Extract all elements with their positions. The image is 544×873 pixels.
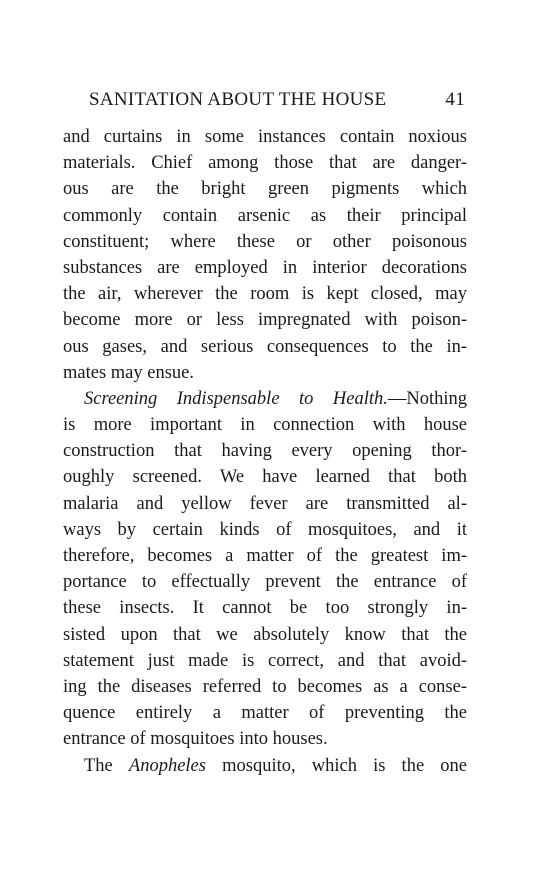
line-text: —Nothing xyxy=(387,388,467,409)
body-text xyxy=(63,124,467,779)
text-line xyxy=(63,150,467,176)
line-text: ous are the bright green pigments which xyxy=(63,179,467,200)
running-head-title: SANITATION ABOUT THE HOUSE xyxy=(89,89,387,110)
text-line xyxy=(63,543,467,569)
text-line xyxy=(63,517,467,543)
text-line xyxy=(63,648,467,674)
line-text: portance to effectually prevent the entrance of xyxy=(63,572,467,593)
line-text: the air, wherever the room is kept closed, may xyxy=(63,284,467,305)
text-line xyxy=(63,595,467,621)
running-head xyxy=(89,89,465,113)
text-line xyxy=(63,176,467,202)
line-text: statement just made is correct, and that avoid- xyxy=(63,650,467,671)
line-text: malaria and yellow fever are transmitted al- xyxy=(63,493,467,514)
text-line xyxy=(63,753,467,779)
text-line xyxy=(63,464,467,490)
text-line xyxy=(63,491,467,517)
text-line xyxy=(63,281,467,307)
page-number: 41 xyxy=(445,89,465,110)
text-line xyxy=(63,674,467,700)
text-line xyxy=(63,124,467,150)
line-text: commonly contain arsenic as their principal xyxy=(63,205,467,226)
text-line xyxy=(63,622,467,648)
line-text: constituent; where these or other poisonous xyxy=(63,231,467,252)
line-text: construction that having every opening thor- xyxy=(63,441,467,462)
line-text: therefore, becomes a matter of the greatest im- xyxy=(63,546,467,566)
text-line xyxy=(63,700,467,726)
text-line xyxy=(63,229,467,255)
line-text: and curtains in some instances contain noxious xyxy=(63,127,467,147)
text-line xyxy=(63,438,467,464)
line-text: these insects. It cannot be too strongly in- xyxy=(63,598,467,619)
text-line xyxy=(63,360,467,386)
line-text: substances are employed in interior decorations xyxy=(63,257,467,278)
text-line xyxy=(63,412,467,438)
section-heading-line xyxy=(63,386,467,412)
line-text: oughly screened. We have learned that both xyxy=(63,467,467,488)
line-text: materials. Chief among those that are danger- xyxy=(63,153,467,174)
line-text: mosquito, which is the one xyxy=(205,755,467,776)
line-text: entrance of mosquitoes into houses. xyxy=(63,729,328,750)
line-text: sisted upon that we absolutely know that the xyxy=(63,624,467,645)
line-text: ways by certain kinds of mosquitoes, and it xyxy=(63,519,467,540)
line-text: become more or less impregnated with poison- xyxy=(63,310,467,331)
section-heading: Screening Indispensable to Health. xyxy=(84,388,388,409)
text-line xyxy=(63,203,467,229)
line-text: is more important in connection with house xyxy=(63,415,467,436)
line-text: The xyxy=(84,755,129,776)
line-text: mates may ensue. xyxy=(63,362,194,383)
text-line xyxy=(63,726,467,752)
text-line xyxy=(63,307,467,333)
text-line xyxy=(63,255,467,281)
line-text: ing the diseases referred to becomes as a conse- xyxy=(63,676,467,697)
text-line xyxy=(63,569,467,595)
line-text: ous gases, and serious consequences to the in- xyxy=(63,336,467,357)
species-name: Anopheles xyxy=(128,755,206,776)
text-line xyxy=(63,334,467,360)
line-text: quence entirely a matter of preventing the xyxy=(63,703,467,724)
